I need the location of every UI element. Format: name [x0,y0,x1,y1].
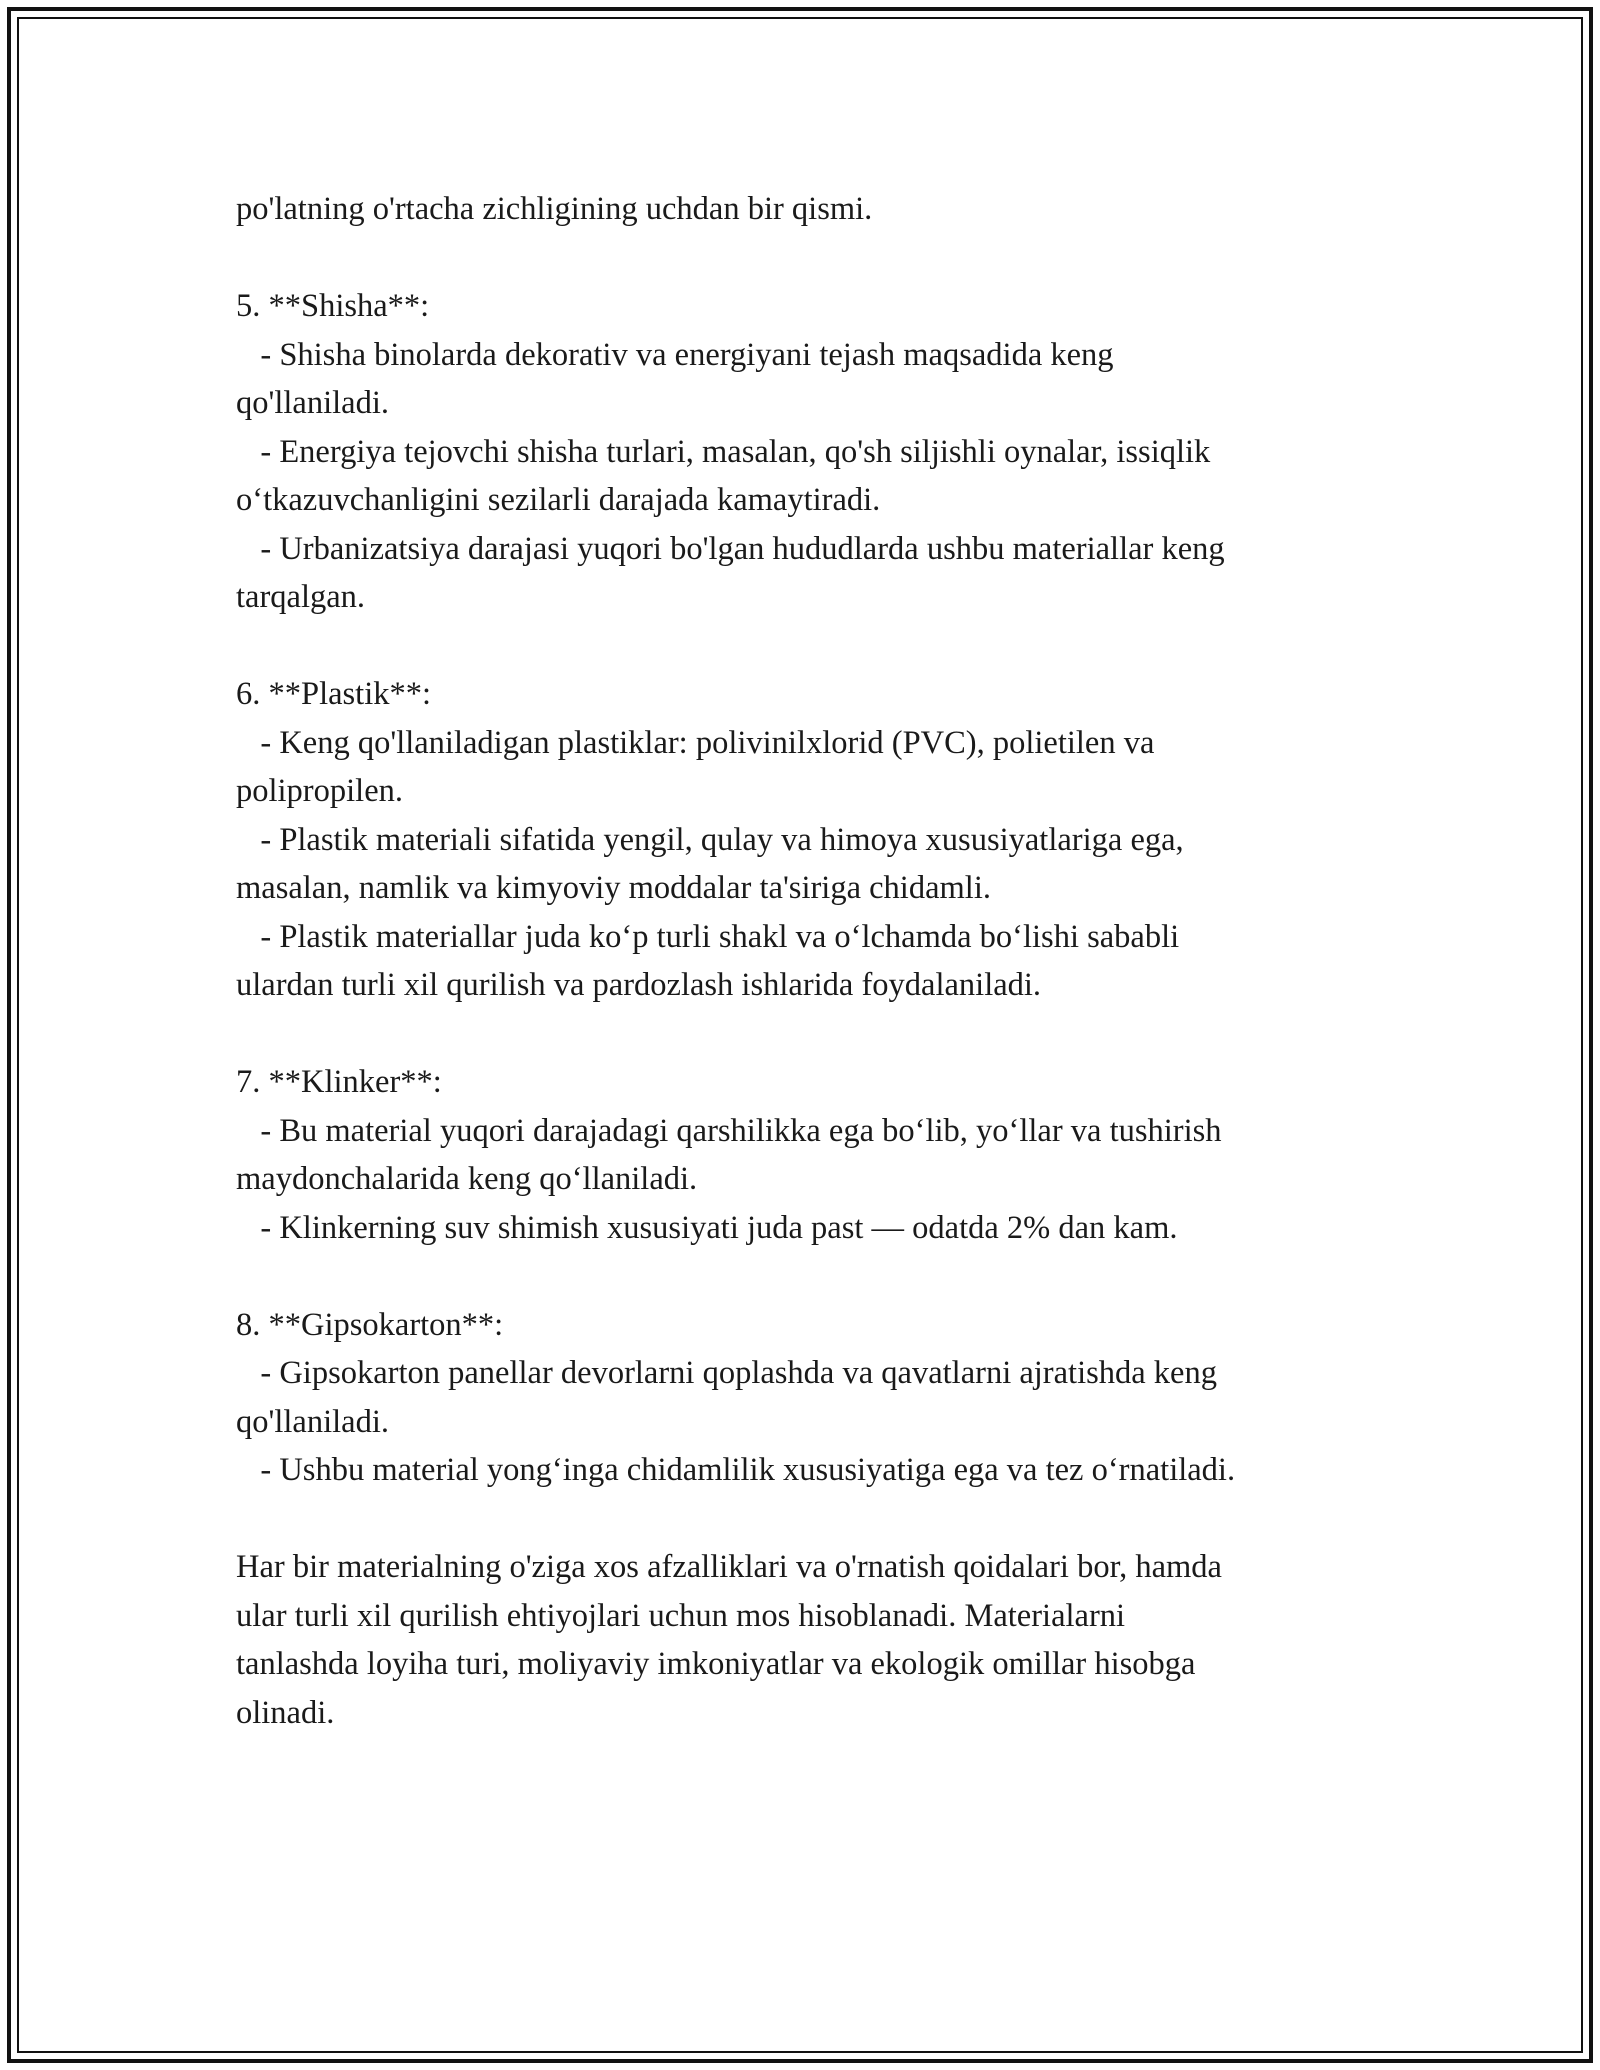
paragraph-gap [236,622,1416,671]
document-body [236,185,1416,1737]
section-line: tarqalgan. [236,579,366,615]
intro-line: po'latning o'rtacha zichligining uchdan bir qismi. [236,191,873,227]
section-line: - Bu material yuqori darajadagi qarshilikka ega bo‘lib, yo‘llar va tushirish [236,1112,1222,1149]
conclusion-line: olinadi. [236,1694,335,1731]
conclusion-line: tanlashda loyiha turi, moliyaviy imkoniyatlar va ekologik omillar hisobga [236,1646,1196,1682]
section-line: - Plastik materiallar juda ko‘p turli shakl va o‘lchamda bo‘lishi sababli [236,918,1180,955]
section-line: - Klinkerning suv shimish xususiyati juda past — odatda 2% dan kam. [236,1209,1178,1246]
section-line: qo'llaniladi. [236,385,389,421]
section-heading: 8. **Gipsokarton**: [236,1306,504,1343]
section-heading: 5. **Shisha**: [236,288,430,324]
section-line: - Plastik materiali sifatida yengil, qulay va himoya xususiyatlariga ega, [236,821,1184,858]
section-plastik [236,670,1416,1010]
section-heading: 6. **Plastik**: [236,676,432,712]
section-line: - Energiya tejovchi shisha turlari, masalan, qo'sh siljishli oynalar, issiqlik [236,433,1211,470]
section-line: - Gipsokarton panellar devorlarni qoplashda va qavatlarni ajratishda keng [236,1355,1217,1391]
section-line: masalan, namlik va kimyoviy moddalar ta'siriga chidamli. [236,870,991,906]
section-line: - Shisha binolarda dekorativ va energiyani tejash maqsadida keng [236,336,1114,373]
section-line: - Urbanizatsiya darajasi yuqori bo'lgan hududlarda ushbu materiallar keng [236,530,1225,567]
paragraph-gap [236,1010,1416,1059]
section-heading: 7. **Klinker**: [236,1064,442,1100]
conclusion-paragraph [236,1543,1416,1737]
section-line: o‘tkazuvchanligini sezilarli darajada kamaytiradi. [236,482,881,518]
paragraph-gap [236,1252,1416,1301]
section-line: ulardan turli xil qurilish va pardozlash ishlarida foydalaniladi. [236,967,1042,1003]
section-line: maydonchalarida keng qo‘llaniladi. [236,1161,698,1197]
conclusion-line: Har bir materialning o'ziga xos afzalliklari va o'rnatish qoidalari bor, hamda [236,1549,1222,1585]
section-line: polipropilen. [236,773,403,809]
section-gipsokarton [236,1301,1416,1495]
conclusion-line: ular turli xil qurilish ehtiyojlari uchun mos hisoblanadi. Materialarni [236,1597,1126,1634]
section-klinker [236,1058,1416,1252]
paragraph-gap [236,1495,1416,1544]
paragraph-gap [236,234,1416,283]
section-line: - Keng qo'llaniladigan plastiklar: polivinilxlorid (PVC), polietilen va [236,724,1155,761]
section-line: - Ushbu material yong‘inga chidamlilik xususiyatiga ega va tez o‘rnatiladi. [236,1452,1236,1488]
section-line: qo'llaniladi. [236,1403,389,1440]
section-shisha [236,282,1416,622]
